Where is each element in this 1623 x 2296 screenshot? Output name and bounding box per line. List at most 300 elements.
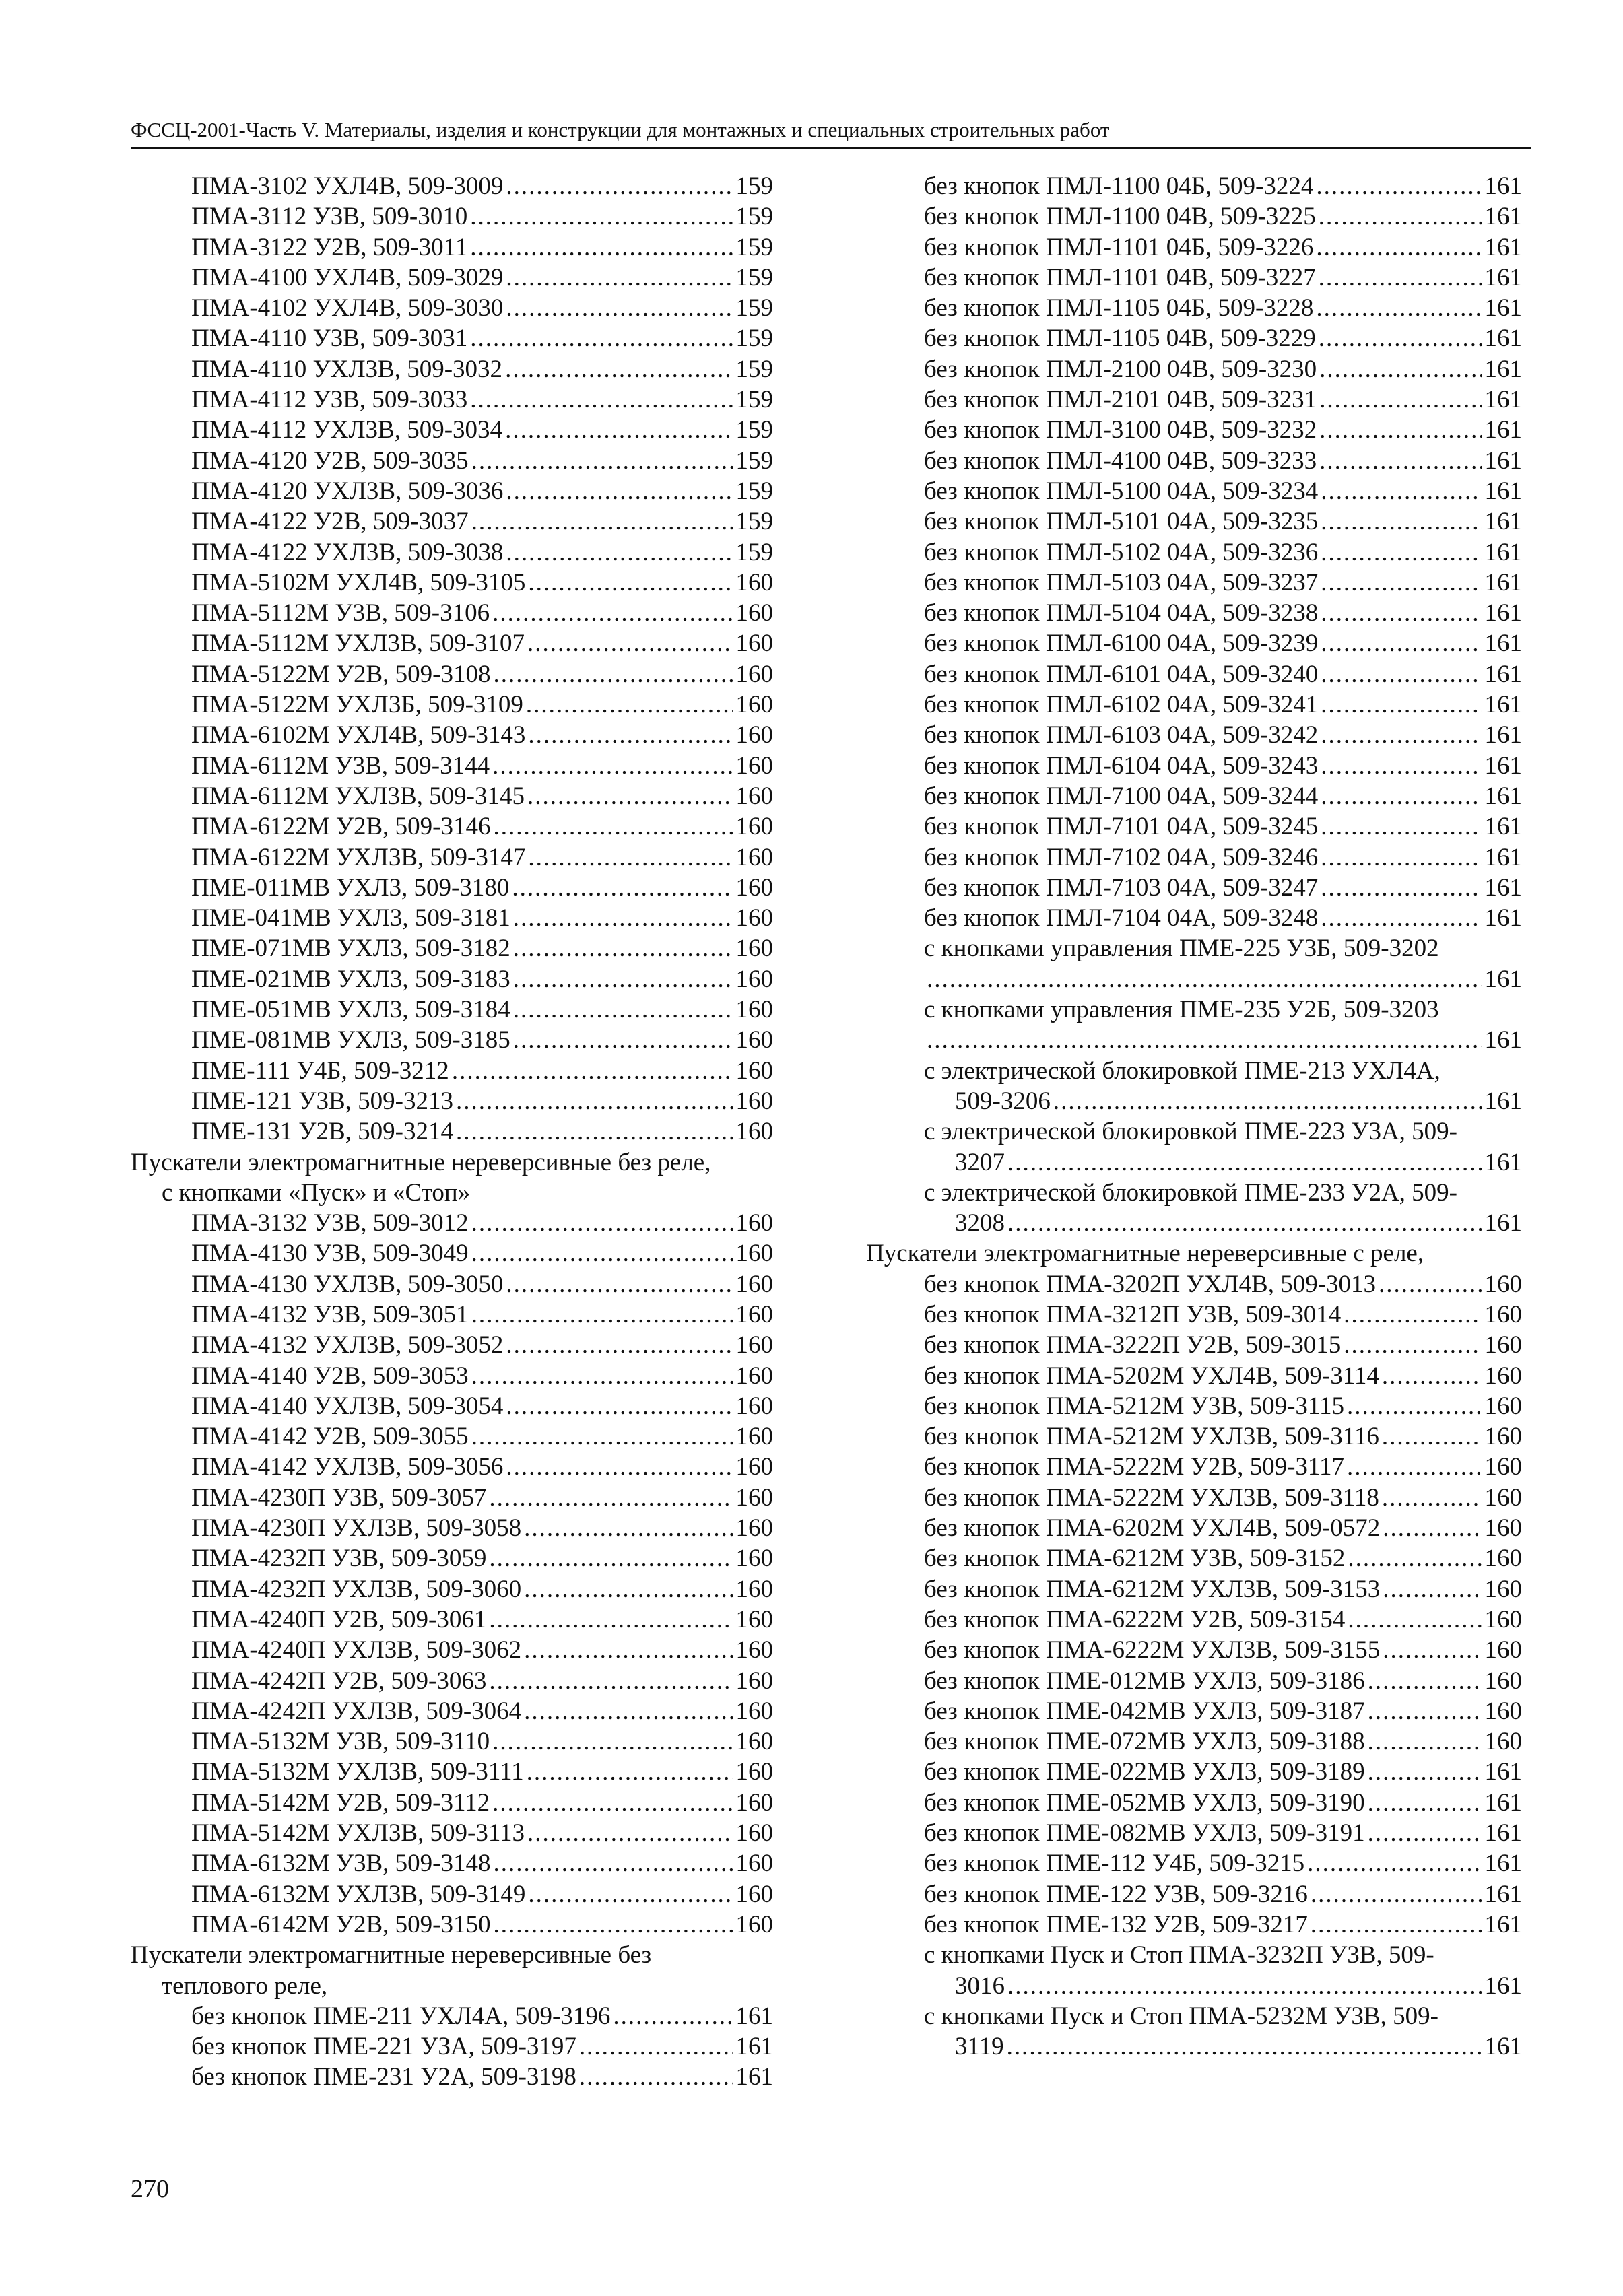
entry-text: без кнопок ПМА-6222М У2В, 509-3154	[924, 1605, 1346, 1633]
entry-text: без кнопок ПМА-5222М УХЛ3В, 509-3118	[924, 1483, 1379, 1512]
dot-leader	[1321, 659, 1482, 689]
entry-page-number: 160	[735, 813, 773, 841]
entry-page-number: 160	[735, 1666, 773, 1695]
index-entry	[866, 1483, 1522, 1513]
index-entry	[131, 598, 773, 628]
entry-page-number: 160	[1484, 1514, 1522, 1543]
entry-text: без кнопок ПМЕ-042МВ УХЛ3, 509-3187	[924, 1697, 1365, 1725]
dot-leader	[506, 1391, 733, 1421]
index-entry	[131, 1543, 773, 1574]
index-entry	[131, 1696, 773, 1726]
entry-page-number: 160	[1484, 1300, 1522, 1328]
entry-text: ПМА-4240П УХЛ3В, 509-3062	[191, 1636, 522, 1664]
index-heading	[866, 1116, 1522, 1147]
dot-leader	[1348, 1543, 1482, 1574]
entry-text: без кнопок ПМЛ-7104 04А, 509-3248	[924, 904, 1319, 933]
entry-page-number: 160	[1484, 1423, 1522, 1451]
index-entry	[131, 1086, 773, 1116]
entry-page-number: 159	[735, 203, 773, 231]
heading-text: с кнопками «Пуск» и «Стоп»	[162, 1178, 471, 1207]
dot-leader	[1383, 1574, 1482, 1605]
entry-page-number: 160	[735, 691, 773, 719]
index-entry	[131, 1818, 773, 1848]
dot-leader	[489, 1483, 733, 1513]
entry-page-number: 161	[1484, 751, 1522, 780]
entry-page-number: 161	[1484, 965, 1522, 993]
index-entry	[131, 1757, 773, 1787]
entry-page-number: 161	[1484, 1087, 1522, 1115]
heading-text: с электрической блокировкой ПМЕ-213 УХЛ4А,	[924, 1056, 1440, 1085]
dot-leader	[1319, 415, 1482, 445]
dot-leader	[528, 568, 733, 598]
entry-text: ПМА-4132 УХЛ3В, 509-3052	[191, 1331, 504, 1359]
entry-page-number: 160	[735, 1240, 773, 1268]
entry-page-number: 159	[735, 263, 773, 292]
dot-leader	[579, 2062, 733, 2092]
entry-page-number: 160	[1484, 1545, 1522, 1573]
index-entry	[866, 1330, 1522, 1360]
index-entry	[866, 171, 1522, 201]
entry-text: ПМА-4120 УХЛ3В, 509-3036	[191, 477, 504, 505]
index-entry	[131, 781, 773, 811]
index-entry	[866, 1757, 1522, 1787]
index-heading	[131, 1940, 773, 1970]
entry-text: ПМА-4120 У2В, 509-3035	[191, 446, 469, 475]
entry-text: без кнопок ПМЕ-221 У3А, 509-3197	[191, 2033, 576, 2061]
entry-text: ПМА-4232П У3В, 509-3059	[191, 1545, 487, 1573]
dot-leader	[1321, 568, 1482, 598]
entry-page-number: 161	[735, 2033, 773, 2061]
entry-text: без кнопок ПМЛ-3100 04В, 509-3232	[924, 416, 1317, 444]
dot-leader	[1321, 751, 1482, 781]
index-entry	[866, 384, 1522, 415]
heading-text: с электрической блокировкой ПМЕ-233 У2А, 509-	[924, 1178, 1457, 1207]
index-entry	[131, 171, 773, 201]
entry-text: без кнопок ПМА-5202М УХЛ4В, 509-3114	[924, 1361, 1379, 1390]
dot-leader	[494, 659, 733, 689]
entry-page-number: 160	[735, 1575, 773, 1603]
entry-page-number: 160	[735, 1270, 773, 1298]
index-entry	[131, 415, 773, 445]
index-entry	[131, 994, 773, 1025]
entry-text: ПМА-4122 У2В, 509-3037	[191, 508, 469, 536]
entry-text: ПМА-4100 УХЛ4В, 509-3029	[191, 263, 504, 292]
index-entry	[131, 1269, 773, 1299]
dot-leader	[471, 446, 733, 476]
dot-leader	[1347, 1452, 1482, 1482]
entry-page-number: 161	[1484, 873, 1522, 902]
dot-leader	[1319, 354, 1482, 384]
index-heading	[866, 1940, 1522, 1970]
index-entry	[131, 2001, 773, 2031]
index-entry	[131, 2031, 773, 2062]
entry-page-number: 159	[735, 325, 773, 353]
index-entry	[866, 1299, 1522, 1330]
dot-leader	[528, 720, 733, 750]
index-entry	[866, 415, 1522, 445]
dot-leader	[579, 2031, 733, 2062]
dot-leader	[1319, 384, 1482, 415]
entry-page-number: 160	[735, 1423, 773, 1451]
index-entry	[866, 446, 1522, 476]
entry-text: без кнопок ПМЛ-6102 04А, 509-3241	[924, 691, 1319, 719]
entry-page-number: 160	[735, 1514, 773, 1543]
dot-leader	[492, 1788, 733, 1818]
entry-text: без кнопок ПМЕ-052МВ УХЛ3, 509-3190	[924, 1788, 1365, 1817]
entry-text: без кнопок ПМЕ-082МВ УХЛ3, 509-3191	[924, 1819, 1365, 1848]
dot-leader	[1307, 1848, 1482, 1879]
index-entry	[866, 1696, 1522, 1726]
entry-page-number: 161	[1484, 1209, 1522, 1238]
index-entry	[131, 751, 773, 781]
index-entry	[866, 1818, 1522, 1848]
index-entry	[866, 1605, 1522, 1635]
index-entry	[866, 1726, 1522, 1757]
dot-leader	[1316, 293, 1482, 323]
entry-page-number: 160	[735, 904, 773, 933]
index-entry	[866, 1635, 1522, 1665]
dot-leader	[1379, 1269, 1482, 1299]
index-entry	[866, 232, 1522, 263]
entry-text: без кнопок ПМЛ-6100 04А, 509-3239	[924, 630, 1319, 658]
entry-page-number: 159	[735, 477, 773, 505]
entry-text: без кнопок ПМЛ-1100 04В, 509-3225	[924, 203, 1316, 231]
index-entry	[866, 1086, 1522, 1116]
entry-page-number: 160	[735, 751, 773, 780]
index-entry	[131, 1452, 773, 1482]
index-entry	[131, 446, 773, 476]
index-entry	[131, 811, 773, 842]
dot-leader	[1321, 781, 1482, 811]
entry-page-number: 160	[1484, 1361, 1522, 1390]
entry-text: ПМЕ-081МВ УХЛ3, 509-3185	[191, 1026, 510, 1054]
entry-page-number: 160	[735, 721, 773, 749]
index-entry	[866, 201, 1522, 232]
index-heading	[131, 1178, 773, 1208]
entry-text: ПМЕ-021МВ УХЛ3, 509-3183	[191, 965, 510, 993]
index-entry	[131, 506, 773, 537]
entry-text: без кнопок ПМЕ-211 УХЛ4А, 509-3196	[191, 2002, 611, 2030]
entry-text: ПМА-4132 У3В, 509-3051	[191, 1300, 469, 1328]
dot-leader	[1321, 873, 1482, 903]
dot-leader	[513, 1025, 733, 1055]
index-heading	[866, 933, 1522, 964]
index-heading	[866, 1238, 1522, 1269]
dot-leader	[506, 171, 733, 201]
entry-text: без кнопок ПМЛ-7100 04А, 509-3244	[924, 782, 1319, 810]
index-entry	[866, 1666, 1522, 1696]
dot-leader	[471, 1238, 733, 1269]
index-entry	[866, 1574, 1522, 1605]
entry-text: без кнопок ПМЕ-231 У2А, 509-3198	[191, 2063, 576, 2091]
entry-page-number: 159	[735, 538, 773, 566]
entry-page-number: 160	[735, 843, 773, 871]
entry-text: без кнопок ПМЛ-1101 04В, 509-3227	[924, 263, 1316, 292]
index-entry	[866, 873, 1522, 903]
dot-leader	[470, 384, 733, 415]
index-entry	[866, 720, 1522, 750]
entry-text: ПМА-4142 У2В, 509-3055	[191, 1423, 469, 1451]
index-entry	[131, 384, 773, 415]
entry-page-number: 160	[1484, 1575, 1522, 1603]
dot-leader	[513, 964, 733, 994]
entry-text: ПМА-5122М УХЛ3Б, 509-3109	[191, 691, 523, 719]
index-entry	[866, 598, 1522, 628]
index-entry	[131, 1421, 773, 1452]
entry-page-number: 161	[1484, 1758, 1522, 1786]
index-entry	[131, 293, 773, 323]
dot-leader	[471, 506, 733, 537]
dot-leader	[1368, 1757, 1482, 1787]
entry-text: ПМА-3102 УХЛ4В, 509-3009	[191, 172, 504, 200]
index-column-left	[131, 171, 773, 2093]
entry-text: ПМА-6132М У3В, 509-3148	[191, 1850, 491, 1878]
entry-text: ПМЕ-071МВ УХЛ3, 509-3182	[191, 935, 510, 963]
index-entry	[131, 1208, 773, 1238]
entry-text: ПМА-3112 У3В, 509-3010	[191, 203, 468, 231]
entry-page-number: 161	[1484, 172, 1522, 200]
entry-page-number: 161	[1484, 386, 1522, 414]
dot-leader	[524, 1574, 733, 1605]
index-entry	[131, 263, 773, 293]
entry-page-number: 160	[735, 1819, 773, 1848]
entry-text: ПМЕ-121 У3В, 509-3213	[191, 1087, 453, 1115]
dot-leader	[1321, 506, 1482, 537]
index-entry	[131, 1056, 773, 1086]
dot-leader	[1368, 1818, 1482, 1848]
entry-text: без кнопок ПМЕ-132 У2В, 509-3217	[924, 1910, 1308, 1938]
entry-page-number: 161	[1484, 446, 1522, 475]
index-entry	[866, 1788, 1522, 1818]
entry-page-number: 160	[735, 1483, 773, 1512]
entry-text: без кнопок ПМЛ-2100 04В, 509-3230	[924, 355, 1317, 383]
dot-leader	[527, 1757, 733, 1787]
dot-leader	[1368, 1666, 1482, 1696]
entry-page-number: 160	[1484, 1392, 1522, 1420]
index-heading	[131, 1971, 773, 2001]
entry-page-number: 161	[1484, 355, 1522, 383]
entry-page-number: 161	[1484, 538, 1522, 566]
entry-page-number: 160	[735, 1453, 773, 1481]
entry-page-number: 159	[735, 172, 773, 200]
index-entry	[131, 842, 773, 873]
index-entry	[866, 293, 1522, 323]
entry-text: без кнопок ПМЛ-5101 04А, 509-3235	[924, 508, 1319, 536]
dot-leader	[927, 1025, 1482, 1055]
entry-text: без кнопок ПМЛ-5104 04А, 509-3238	[924, 599, 1319, 628]
index-entry	[866, 842, 1522, 873]
entry-text: без кнопок ПМЛ-1101 04Б, 509-3226	[924, 233, 1314, 261]
entry-text: ПМА-4140 УХЛ3В, 509-3054	[191, 1392, 504, 1420]
index-entry	[866, 903, 1522, 933]
dot-leader	[528, 1879, 733, 1910]
entry-text: без кнопок ПМЛ-7103 04А, 509-3247	[924, 873, 1319, 902]
dot-leader	[1316, 171, 1482, 201]
dot-leader	[505, 354, 733, 384]
dot-leader	[526, 689, 733, 720]
entry-text: ПМА-4130 УХЛ3В, 509-3050	[191, 1270, 504, 1298]
entry-page-number: 160	[1484, 1270, 1522, 1298]
entry-page-number: 160	[735, 873, 773, 902]
heading-text: с кнопками Пуск и Стоп ПМА-5232М У3В, 509-	[924, 2002, 1438, 2030]
dot-leader	[456, 1086, 733, 1116]
entry-page-number: 159	[735, 294, 773, 323]
entry-page-number: 160	[1484, 1331, 1522, 1359]
heading-text: с кнопками управления ПМЕ-225 У3Б, 509-3202	[924, 935, 1439, 963]
index-heading	[866, 1178, 1522, 1208]
entry-page-number: 161	[1484, 1788, 1522, 1817]
dot-leader	[1321, 598, 1482, 628]
entry-text: ПМА-3122 У2В, 509-3011	[191, 233, 468, 261]
entry-text: ПМЕ-011МВ УХЛ3, 509-3180	[191, 873, 510, 902]
entry-text: без кнопок ПМЛ-7101 04А, 509-3245	[924, 813, 1319, 841]
dot-leader	[1382, 1421, 1482, 1452]
index-entry	[866, 476, 1522, 506]
entry-page-number: 160	[735, 1850, 773, 1878]
entry-text: ПМА-4230П УХЛ3В, 509-3058	[191, 1514, 522, 1543]
index-entry	[131, 476, 773, 506]
index-entry	[131, 1483, 773, 1513]
entry-page-number: 160	[735, 935, 773, 963]
dot-leader	[492, 598, 733, 628]
entry-page-number: 160	[1484, 1453, 1522, 1481]
entry-page-number: 161	[1484, 904, 1522, 933]
entry-text: ПМА-6102М УХЛ4В, 509-3143	[191, 721, 526, 749]
index-heading	[866, 1056, 1522, 1086]
dot-leader	[506, 476, 733, 506]
index-entry	[131, 537, 773, 568]
index-entry	[866, 659, 1522, 689]
dot-leader	[1007, 1971, 1482, 2001]
heading-text: теплового реле,	[162, 1971, 328, 2000]
entry-text: ПМА-5132М УХЛ3В, 509-3111	[191, 1758, 524, 1786]
dot-leader	[506, 293, 733, 323]
dot-leader	[1321, 476, 1482, 506]
entry-text: без кнопок ПМЛ-1100 04Б, 509-3224	[924, 172, 1314, 200]
entry-page-number: 160	[735, 1605, 773, 1633]
dot-leader	[1311, 1879, 1482, 1910]
index-entry	[131, 1238, 773, 1269]
dot-leader	[494, 1848, 733, 1879]
dot-leader	[1321, 628, 1482, 659]
entry-text: без кнопок ПМЛ-1105 04В, 509-3229	[924, 325, 1316, 353]
index-entry	[131, 1910, 773, 1940]
entry-text: ПМА-4142 УХЛ3В, 509-3056	[191, 1453, 504, 1481]
entry-page-number: 161	[1484, 2033, 1522, 2061]
index-entry	[866, 1361, 1522, 1391]
entry-page-number: 160	[735, 1697, 773, 1725]
index-entry	[866, 964, 1522, 994]
entry-text: ПМА-4140 У2В, 509-3053	[191, 1361, 469, 1390]
entry-page-number: 160	[735, 568, 773, 597]
dot-leader	[456, 1116, 733, 1147]
entry-text: ПМА-4240П У2В, 509-3061	[191, 1605, 487, 1633]
entry-page-number: 160	[735, 1728, 773, 1756]
entry-text: без кнопок ПМЛ-5103 04А, 509-3237	[924, 568, 1319, 597]
index-entry	[131, 628, 773, 659]
entry-page-number: 161	[1484, 630, 1522, 658]
entry-page-number: 161	[1484, 263, 1522, 292]
entry-text: ПМА-5132М У3В, 509-3110	[191, 1728, 490, 1756]
entry-page-number: 160	[735, 1026, 773, 1054]
entry-text: 3207	[955, 1148, 1005, 1176]
dot-leader	[471, 1361, 733, 1391]
entry-page-number: 160	[735, 996, 773, 1024]
index-entry	[131, 964, 773, 994]
index-entry	[131, 1391, 773, 1421]
index-entry	[131, 689, 773, 720]
entry-text: ПМА-5112М У3В, 509-3106	[191, 599, 490, 628]
index-heading	[866, 994, 1522, 1025]
dot-leader	[513, 903, 733, 933]
entry-page-number: 160	[735, 1758, 773, 1786]
dot-leader	[1368, 1726, 1482, 1757]
index-entry	[866, 354, 1522, 384]
index-entry	[131, 568, 773, 598]
index-entry	[866, 537, 1522, 568]
index-entry	[131, 720, 773, 750]
dot-leader	[1321, 811, 1482, 842]
entry-page-number: 161	[1484, 1148, 1522, 1176]
entry-page-number: 160	[735, 599, 773, 628]
entry-page-number: 161	[1484, 294, 1522, 323]
index-entry	[131, 1116, 773, 1147]
heading-text: Пускатели электромагнитные нереверсивные с реле,	[866, 1240, 1424, 1268]
entry-text: без кнопок ПМА-3202П УХЛ4В, 509-3013	[924, 1270, 1377, 1298]
dot-leader	[1321, 903, 1482, 933]
entry-text: ПМА-4122 УХЛ3В, 509-3038	[191, 538, 504, 566]
entry-text: ПМА-5112М УХЛ3В, 509-3107	[191, 630, 525, 658]
entry-text: ПМА-5102М УХЛ4В, 509-3105	[191, 568, 526, 597]
entry-text: 3016	[955, 1971, 1005, 2000]
entry-page-number: 161	[1484, 721, 1522, 749]
index-entry	[866, 1208, 1522, 1238]
entry-page-number: 159	[735, 446, 773, 475]
index-entry	[866, 689, 1522, 720]
dot-leader	[470, 232, 733, 263]
dot-leader	[1007, 1147, 1482, 1178]
index-entry	[866, 263, 1522, 293]
entry-text: ПМА-4112 У3В, 509-3033	[191, 386, 468, 414]
index-entry	[131, 1848, 773, 1879]
index-entry	[866, 1269, 1522, 1299]
entry-text: без кнопок ПМЛ-6101 04А, 509-3240	[924, 660, 1319, 688]
entry-text: без кнопок ПМЛ-6104 04А, 509-3243	[924, 751, 1319, 780]
index-entry	[866, 1543, 1522, 1574]
dot-leader	[1383, 1513, 1482, 1543]
dot-leader	[1316, 232, 1482, 263]
dot-leader	[528, 842, 733, 873]
entry-text: ПМА-5142М УХЛ3В, 509-3113	[191, 1819, 525, 1848]
dot-leader	[527, 1818, 733, 1848]
entry-text: ПМА-4242П УХЛ3В, 509-3064	[191, 1697, 522, 1725]
dot-leader	[470, 201, 733, 232]
entry-text: без кнопок ПМА-6212М УХЛ3В, 509-3153	[924, 1575, 1381, 1603]
entry-text: ПМА-4242П У2В, 509-3063	[191, 1666, 487, 1695]
dot-leader	[506, 1269, 733, 1299]
entry-page-number: 160	[1484, 1697, 1522, 1725]
entry-text: без кнопок ПМЛ-5100 04А, 509-3234	[924, 477, 1319, 505]
index-entry	[866, 628, 1522, 659]
index-entry	[866, 506, 1522, 537]
index-entry	[131, 2062, 773, 2092]
entry-page-number: 161	[1484, 203, 1522, 231]
entry-page-number: 160	[735, 1361, 773, 1390]
entry-page-number: 161	[1484, 325, 1522, 353]
entry-text: без кнопок ПМА-3212П У3В, 509-3014	[924, 1300, 1342, 1328]
index-entry	[131, 1666, 773, 1696]
dot-leader	[524, 1513, 733, 1543]
